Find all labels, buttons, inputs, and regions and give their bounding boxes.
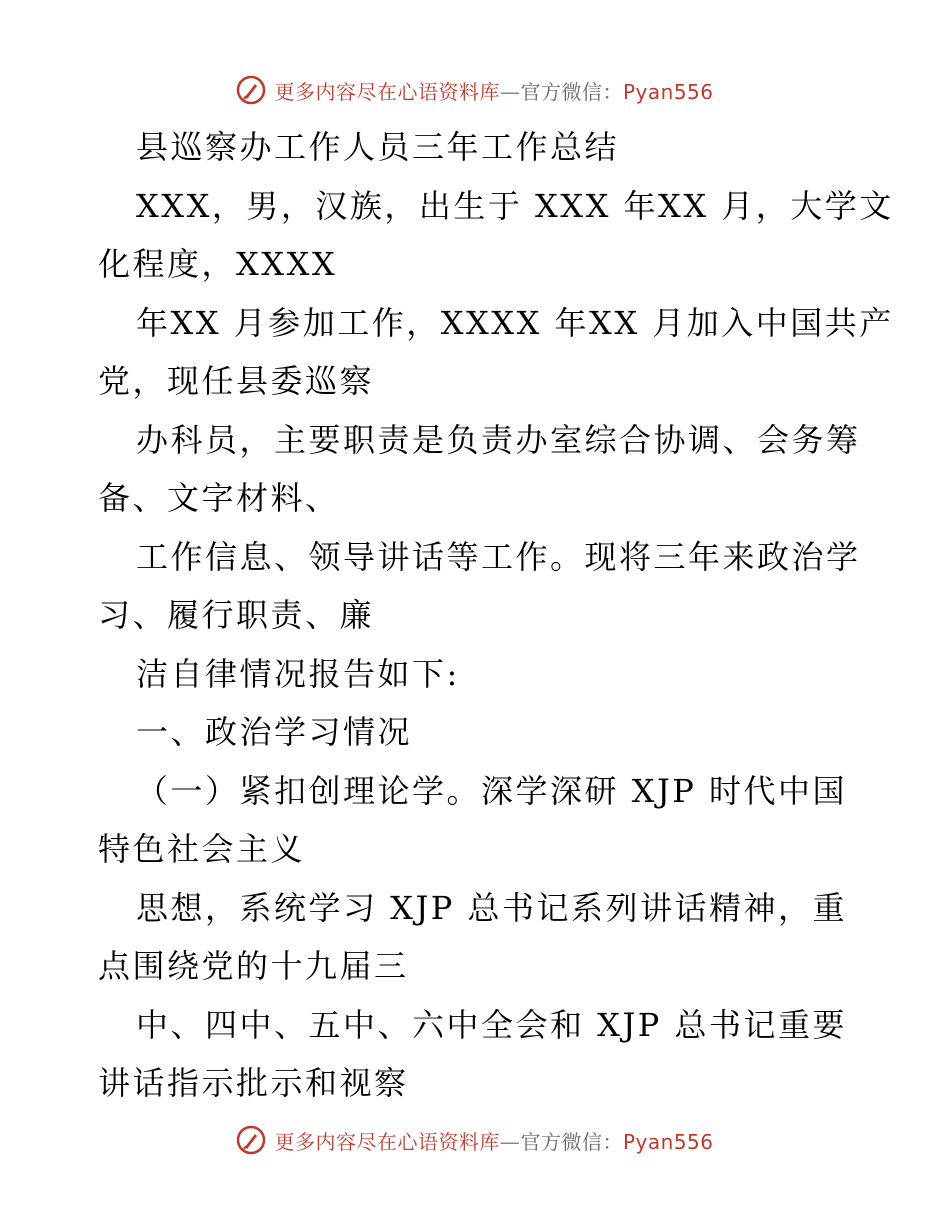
text-line: 特色社会主义 (98, 830, 306, 868)
text-line: XXX，男，汉族，出生于 XXX 年XX 月，大学文 (136, 186, 894, 225)
text-line: 年XX 月参加工作，XXXX 年XX 月加入中国共产 (136, 303, 894, 342)
text-line: 化程度，XXXX (98, 245, 338, 283)
text-line: 党，现任县委巡察 (98, 362, 375, 400)
document-title: 县巡察办工作人员三年工作总结 (136, 128, 620, 166)
text-line: 洁自律情况报告如下: (136, 654, 460, 693)
text-line: 工作信息、领导讲话等工作。现将三年来政治学 (136, 537, 861, 576)
text-line: 点围绕党的十九届三 (98, 947, 409, 985)
watermark-wechat-id: Pyan556 (622, 79, 714, 104)
watermark-wechat-id: Pyan556 (622, 1129, 714, 1154)
watermark-separator: — (499, 79, 521, 104)
watermark-separator: — (499, 1129, 521, 1154)
section-heading: 一、政治学习情况 (136, 713, 413, 751)
watermark-text (274, 1126, 713, 1155)
header-watermark-banner (0, 70, 950, 110)
text-line: 办科员，主要职责是负责办室综合协调、会务筹 (136, 420, 861, 459)
watermark-main-text: 更多内容尽在心语资料库 (274, 1129, 500, 1154)
quill-pen-logo-icon (236, 1125, 266, 1155)
quill-pen-logo-icon (236, 75, 266, 105)
watermark-main-text: 更多内容尽在心语资料库 (274, 79, 500, 104)
text-line: 讲话指示批示和视察 (98, 1064, 409, 1102)
footer-watermark-banner (0, 1120, 950, 1160)
text-line: 中、四中、五中、六中全会和 XJP 总书记重要 (136, 1005, 847, 1044)
text-line: 习、履行职责、廉 (98, 596, 375, 634)
watermark-official-label: 官方微信： (520, 1129, 623, 1154)
subsection-heading-line: （一）紧扣创理论学。深学深研 XJP 时代中国 (136, 771, 847, 810)
text-line: 思想，系统学习 XJP 总书记系列讲话精神，重 (136, 888, 847, 927)
watermark-text (274, 76, 713, 105)
watermark-official-label: 官方微信： (520, 79, 623, 104)
text-line: 备、文字材料、 (98, 479, 340, 517)
document-body (98, 118, 894, 1113)
